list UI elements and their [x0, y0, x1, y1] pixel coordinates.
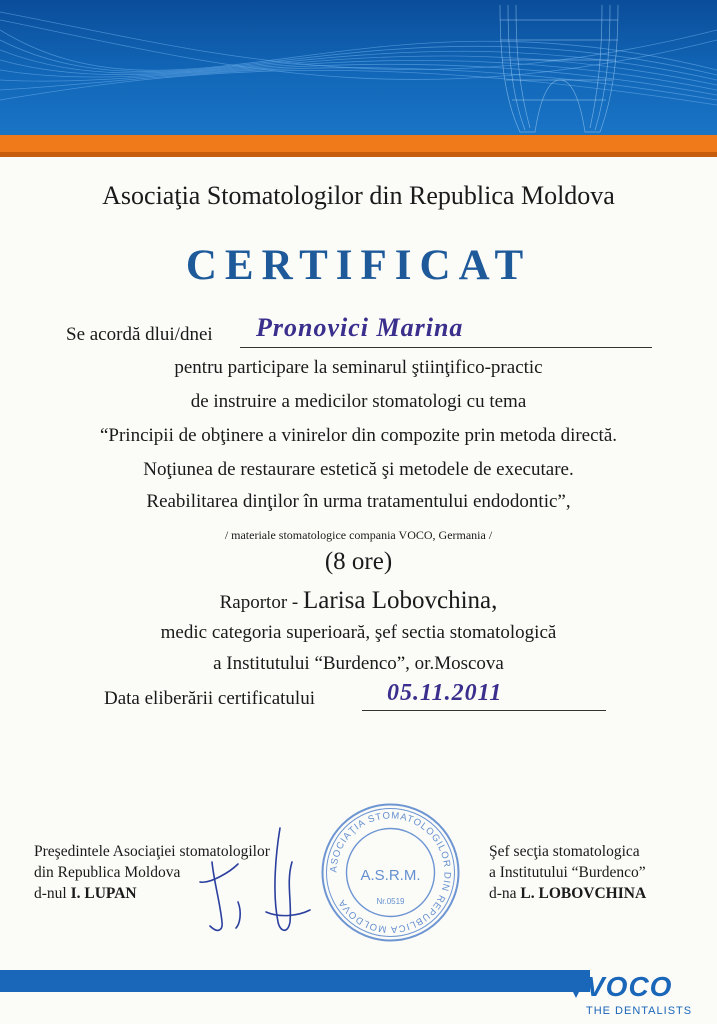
stamp-icon	[318, 800, 463, 945]
materials-note: / materiale stomatologice compania VOCO, Germania /	[224, 528, 493, 542]
tooth-icon	[500, 5, 618, 132]
issue-date-label: Data eliberării certificatului	[104, 688, 315, 709]
body-line-4: Noţiunea de restaurare estetică şi metodele de executare.	[143, 459, 574, 480]
speaker-institute: a Institutului “Burdenco”, or.Moscova	[213, 653, 504, 674]
stamp-ring-text: ASOCIAŢIA STOMATOLOGILOR DIN REPUBLICA MOLDOVA	[328, 810, 453, 935]
body-line-2: de instruire a medicilor stomatologi cu tema	[190, 391, 527, 412]
signatory-left-prefix: d-nul	[34, 885, 67, 902]
header-band	[0, 0, 717, 135]
speaker-title: medic categoria superioară, şef sectia stomatologică	[160, 622, 557, 643]
signatory-left-line2: din Republica Moldova	[34, 864, 181, 881]
voco-logo-text: VOCO	[586, 971, 673, 1002]
speaker-name: Larisa Lobovchina,	[303, 587, 498, 614]
association-name: Asociaţia Stomatologilor din Republica Moldova	[102, 181, 615, 210]
certificate-title: CERTIFICAT	[185, 242, 532, 289]
voco-logo	[562, 968, 712, 1002]
issue-date-value: 05.11.2011	[387, 680, 503, 706]
stamp-center-text: A.S.R.M.	[360, 867, 421, 884]
signatory-right-name: L. LOBOVCHINA	[520, 885, 647, 902]
signatory-right	[489, 841, 646, 904]
stamp-number: Nr.0519	[376, 897, 405, 906]
orange-stripe	[0, 135, 717, 157]
signatory-left-name: I. LUPAN	[70, 885, 137, 902]
issue-date-row	[104, 680, 614, 714]
bottom-band	[0, 970, 590, 992]
wave-decoration	[0, 0, 717, 135]
awardee-name: Pronovici Marina	[256, 313, 464, 342]
body-line-5: Reabilitarea dinţilor în urma tratamentului endodontic”,	[146, 491, 571, 512]
speaker-row	[0, 587, 717, 615]
body-line-3: “Principii de obţinere a vinirelor din compozite prin metoda directă.	[99, 425, 618, 446]
hours: (8 ore)	[324, 548, 393, 575]
signatory-left-line1: Preşedintele Asociaţiei stomatologilor	[34, 843, 270, 860]
issue-date-underline	[362, 710, 606, 711]
body-line-1: pentru participare la seminarul ştiinţifico-practic	[174, 357, 543, 378]
speaker-label: Raportor -	[219, 592, 299, 613]
awardee-underline	[240, 347, 652, 348]
signatory-right-line1: Şef secţia stomatologica	[489, 843, 640, 860]
signatory-right-prefix: d-na	[489, 885, 517, 902]
award-label: Se acordă dlui/dnei	[66, 324, 213, 345]
signature-icon	[180, 822, 325, 940]
voco-tagline: THE DENTALISTS	[586, 1005, 693, 1017]
award-row	[66, 313, 656, 349]
signatory-right-line2: a Institutului “Burdenco”	[489, 864, 646, 881]
